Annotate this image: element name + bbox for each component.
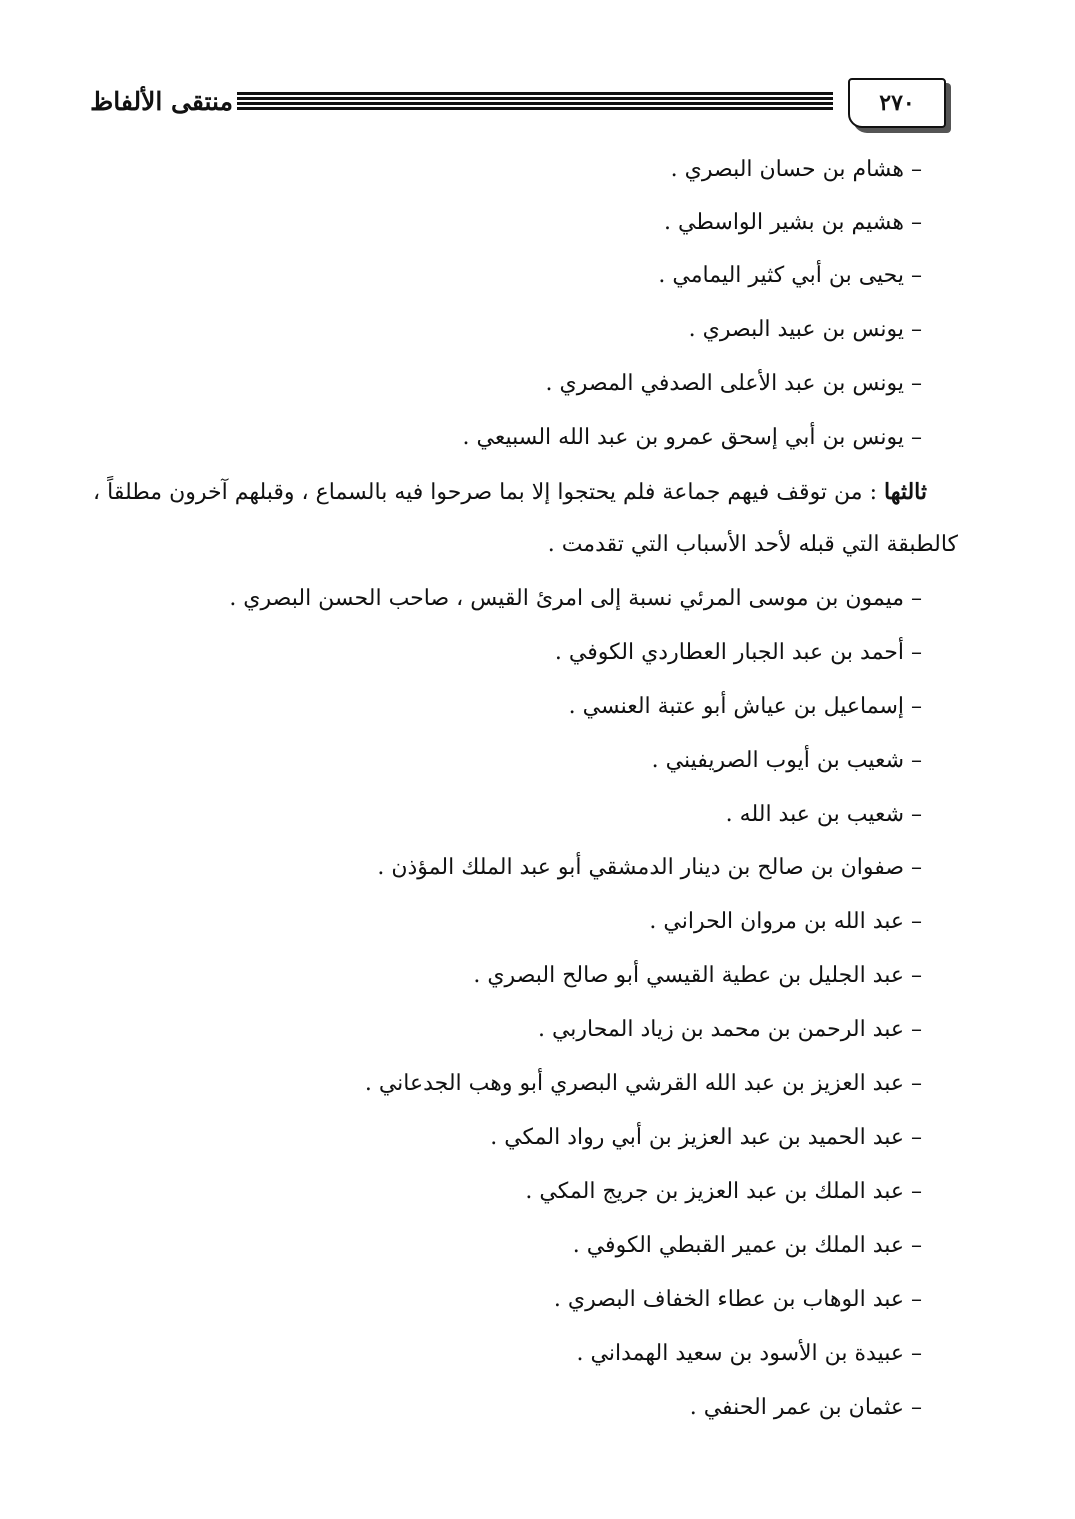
list-item: – عبد العزيز بن عبد الله القرشي البصري أبو وهب الجدعاني . bbox=[364, 1071, 922, 1096]
list-item: – عبد الجليل بن عطية القيسي أبو صالح البصري . bbox=[473, 963, 922, 988]
list-item: – عبد الملك بن عبد العزيز بن جريج المكي . bbox=[525, 1179, 922, 1204]
list-item: – عبد الله بن مروان الحراني . bbox=[649, 909, 922, 934]
header-rule bbox=[237, 92, 833, 111]
page-number: ٢٧٠ bbox=[879, 90, 915, 116]
list-item: – شعيب بن أيوب الصريفيني . bbox=[651, 748, 922, 773]
page-number-box bbox=[848, 78, 946, 128]
list-item: – إسماعيل بن عياش أبو عتبة العنسي . bbox=[568, 694, 922, 719]
list-item: – عبيدة بن الأسود بن سعيد الهمداني . bbox=[576, 1341, 922, 1366]
paragraph-line bbox=[93, 474, 927, 511]
list-item: – عبد الملك بن عمير القبطي الكوفي . bbox=[572, 1233, 922, 1258]
list-item: – عبد الرحمن بن محمد بن زياد المحاربي . bbox=[537, 1017, 922, 1042]
list-item: – عبد الحميد بن عبد العزيز بن أبي رواد المكي . bbox=[490, 1125, 922, 1150]
paragraph-line: كالطبقة التي قبله لأحد الأسباب التي تقدمت . bbox=[547, 532, 958, 557]
list-item: – عبد الوهاب بن عطاء الخفاف البصري . bbox=[553, 1287, 922, 1312]
list-item: – ميمون بن موسى المرئي نسبة إلى امرئ القيس ، صاحب الحسن البصري . bbox=[229, 586, 922, 611]
list-item: – هشيم بن بشير الواسطي . bbox=[664, 210, 922, 235]
list-item: – شعيب بن عبد الله . bbox=[725, 802, 922, 827]
list-item: – أحمد بن عبد الجبار العطاردي الكوفي . bbox=[554, 640, 922, 665]
list-item: – هشام بن حسان البصري . bbox=[670, 157, 922, 182]
running-head-title: منتقى الألفاظ bbox=[90, 87, 233, 116]
list-item: – يونس بن عبد الأعلى الصدفي المصري . bbox=[545, 371, 922, 396]
list-item: – يونس بن أبي إسحق عمرو بن عبد الله السبيعي . bbox=[462, 425, 922, 450]
list-item: – عثمان بن عمر الحنفي . bbox=[689, 1395, 922, 1420]
list-item: – يحيى بن أبي كثير اليمامي . bbox=[658, 263, 922, 288]
list-item: – صفوان بن صالح بن دينار الدمشقي أبو عبد الملك المؤذن . bbox=[377, 855, 922, 880]
paragraph-lead: ثالثها bbox=[883, 479, 927, 505]
paragraph-text: : من توقف فيهم جماعة فلم يحتجوا إلا بما صرحوا فيه بالسماع ، وقبلهم آخرون مطلقاً ، bbox=[93, 480, 884, 505]
list-item: – يونس بن عبيد البصري . bbox=[688, 317, 922, 342]
